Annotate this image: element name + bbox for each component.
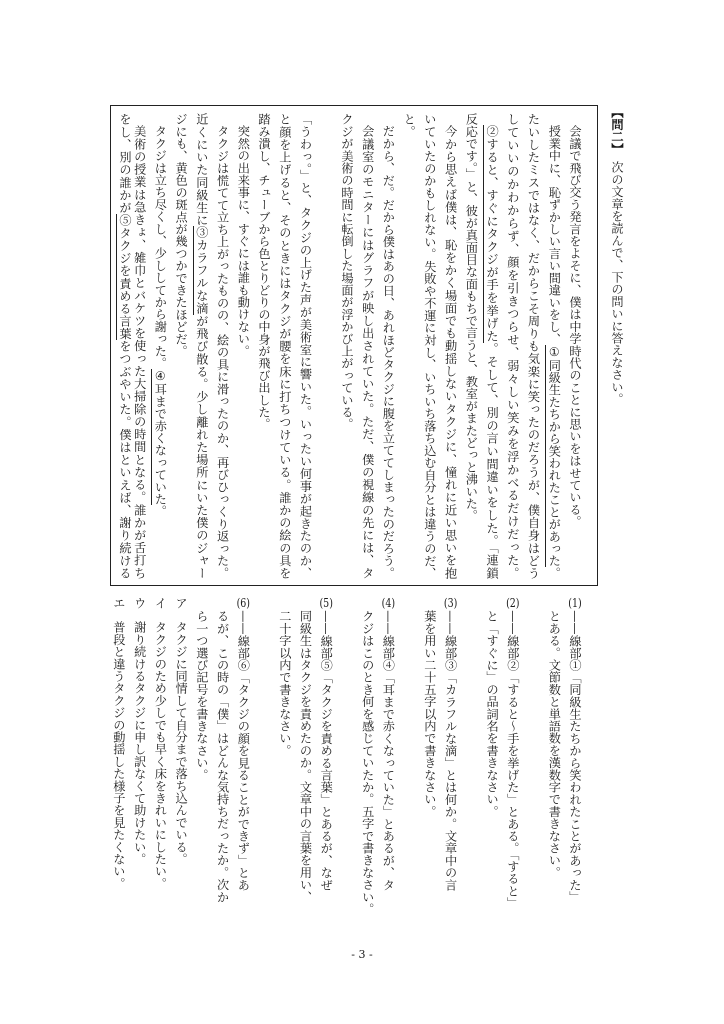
choice-text: タクジのため少しでも早く床をきれいにしたい。 bbox=[153, 621, 168, 890]
question-text: ——線部⑥「タクジの顔を見ることができず」とあ bbox=[236, 610, 251, 891]
question-number: (4) bbox=[381, 597, 396, 610]
passage-line: 美術の授業は急きょ、雑巾とバケツを使った大掃除の時間となる。誰かが舌打ち bbox=[132, 125, 147, 579]
passage-line bbox=[115, 113, 135, 579]
passage-text: 。 bbox=[153, 505, 168, 518]
question-text: ——線部①「同級生たちから笑われたことがあった」 bbox=[568, 610, 582, 903]
question-6-line: るが、この時の「僕」はどんな気持ちだったか。次か bbox=[215, 610, 230, 903]
question-2-line bbox=[503, 597, 523, 915]
choice-u bbox=[130, 597, 150, 915]
passage-text: 授業中に、恥ずかしい言い間違いをし、 bbox=[547, 125, 562, 346]
question-number: (6) bbox=[236, 597, 250, 610]
passage-line: 突然の出来事に、すぐには誰も動けない。 bbox=[236, 125, 251, 357]
question-text: ——線部③「カラフルな滴」とは何か。文章中の言 bbox=[443, 610, 458, 891]
passage-line: と。 bbox=[402, 113, 417, 138]
sidelined-phrase-2: ②すると、すぐにタクジが手を挙げた bbox=[485, 125, 500, 343]
choice-label: エ bbox=[111, 597, 126, 610]
question-text: ——線部④「耳まで赤くなっていた」とあるが、タ bbox=[381, 610, 396, 891]
question-5-line: 二十字以内で書きなさい。 bbox=[277, 610, 292, 757]
passage-line: 会議室のモニターにはグラフが映し出されていた。ただ、僕の視線の先には、タ bbox=[360, 125, 375, 579]
passage-line bbox=[150, 113, 170, 579]
question-4-line: クジはこのとき何を感じていたか。五字で書きなさい。 bbox=[360, 610, 375, 915]
question-5-line bbox=[316, 597, 336, 915]
choice-label: イ bbox=[153, 597, 168, 610]
question-3-line: 葉を用い二十五字以内で書きなさい。 bbox=[422, 610, 437, 818]
passage-line: 今から思えば僕は、恥をかく場面でも動揺しないタクジに、憧れに近い思いを抱 bbox=[443, 125, 458, 579]
passage-text: 。 bbox=[547, 566, 562, 579]
passage-line: 反応です。」と、彼が真面目な面もちで言うと、教室がまたどっと沸いた。 bbox=[464, 113, 479, 522]
page-number: - 3 - bbox=[351, 948, 373, 961]
heading-label: 【問二】 bbox=[610, 106, 624, 155]
question-3-line bbox=[441, 597, 461, 915]
heading-instruction: 次の文章を読んで、下の問いに答えなさい。 bbox=[610, 160, 624, 405]
question-number: (3) bbox=[443, 597, 458, 610]
passage-line: だから、だ。だから僕はあの日、あれほどタクジに腹を立ててしまったのだろう。 bbox=[381, 125, 396, 579]
passage-line: タクジは慌てて立ち上がったものの、絵の具に滑ったのか、再びひっくり返った。 bbox=[215, 125, 230, 579]
sidelined-phrase-3: ③カラフルな滴 bbox=[194, 226, 209, 315]
passage-text: 近くにいた同級生に bbox=[194, 113, 209, 227]
passage-line: と顔を上げると、そのときにはタクジが腰を床に打ちつけている。誰かの絵の具を bbox=[277, 113, 292, 579]
question-2-line: と「すぐに」の品詞名を書きなさい。 bbox=[485, 610, 500, 818]
question-text: ——線部⑤「タクジを責める言葉」とあるが、なぜ bbox=[319, 610, 334, 891]
question-1-line bbox=[565, 597, 585, 915]
choice-label: ア bbox=[174, 597, 189, 610]
sidelined-phrase-5: ⑤タクジを責める言葉 bbox=[118, 213, 132, 340]
passage-line bbox=[544, 113, 564, 579]
passage-text: タクジは立ち尽くし、少ししてから謝った。 bbox=[153, 125, 168, 370]
passage-line: たいしたミスではなく、だからこそ周りも気楽に笑ったのだろうが、僕自身はどう bbox=[526, 113, 541, 579]
passage-text: をつぶやいた。僕はといえば、謝り続ける bbox=[118, 339, 132, 579]
choice-text: タクジに同情して自分まで落ち込んでいる。 bbox=[174, 621, 189, 866]
choice-i bbox=[150, 597, 170, 915]
passage-text: をし、別の誰かが bbox=[118, 113, 132, 214]
passage-line bbox=[482, 113, 502, 579]
choice-e bbox=[109, 597, 129, 915]
sidelined-phrase-1: ①同級生たちから笑われたことがあった bbox=[547, 345, 562, 567]
question-6-line: ら一つ選び記号を書きなさい。 bbox=[194, 610, 209, 781]
question-1-line: とある。文節数と単語数を漢数字で書きなさい。 bbox=[547, 610, 562, 879]
passage-line: 踏み潰し、チューブから色とりどりの中身が飛び出した。 bbox=[257, 113, 271, 431]
passage-text: が飛び散る。少し離れた場所にいた僕のジャー bbox=[194, 314, 209, 579]
question-heading bbox=[607, 106, 627, 436]
choice-label: ウ bbox=[132, 597, 147, 610]
sidelined-phrase-4: ④耳まで赤くなっていた bbox=[153, 369, 168, 506]
question-number: (5) bbox=[319, 597, 333, 610]
question-text: ——線部②「すると～手を挙げた」とある。「すると」 bbox=[505, 610, 520, 910]
question-6-line bbox=[233, 597, 253, 915]
question-number: (1) bbox=[568, 597, 582, 610]
choice-text: 謝り続けるタクジに申し訳なくて助けたい。 bbox=[132, 621, 147, 866]
passage-line: 「うわっ。」と、タクジの上げた声が美術室に響いた。いったい何事が起きたのか、 bbox=[298, 113, 313, 579]
passage-line: いていたのかもしれない。失敗や不運に対し、いちいち落ち込む自分とは違うのだ、 bbox=[422, 113, 437, 579]
choice-text: 普段と違うタクジの動揺した様子を見たくない。 bbox=[111, 621, 126, 890]
question-number: (2) bbox=[506, 597, 520, 610]
question-5-line: 同級生はタクジを責めたのか。文章中の言葉を用い、 bbox=[298, 610, 313, 903]
question-4-line bbox=[378, 597, 398, 915]
passage-line: していいのかわからず、顔を引きつらせ、弱々しい笑みを浮かべるだけだった。 bbox=[505, 113, 520, 579]
passage-line: 会議で飛び交う発言をよそに、僕は中学時代のことに思いをはせている。 bbox=[568, 125, 582, 528]
passage-line: クジが美術の時間に転倒した場面が浮かび上がっている。 bbox=[340, 113, 354, 431]
passage-text: 。そして、別の言い間違いをした。「連鎖 bbox=[485, 342, 500, 579]
passage-line: ジにも、黄色の斑点が幾つかできたほどだ。 bbox=[174, 113, 189, 357]
passage-line bbox=[192, 113, 212, 579]
choice-a bbox=[171, 597, 191, 915]
